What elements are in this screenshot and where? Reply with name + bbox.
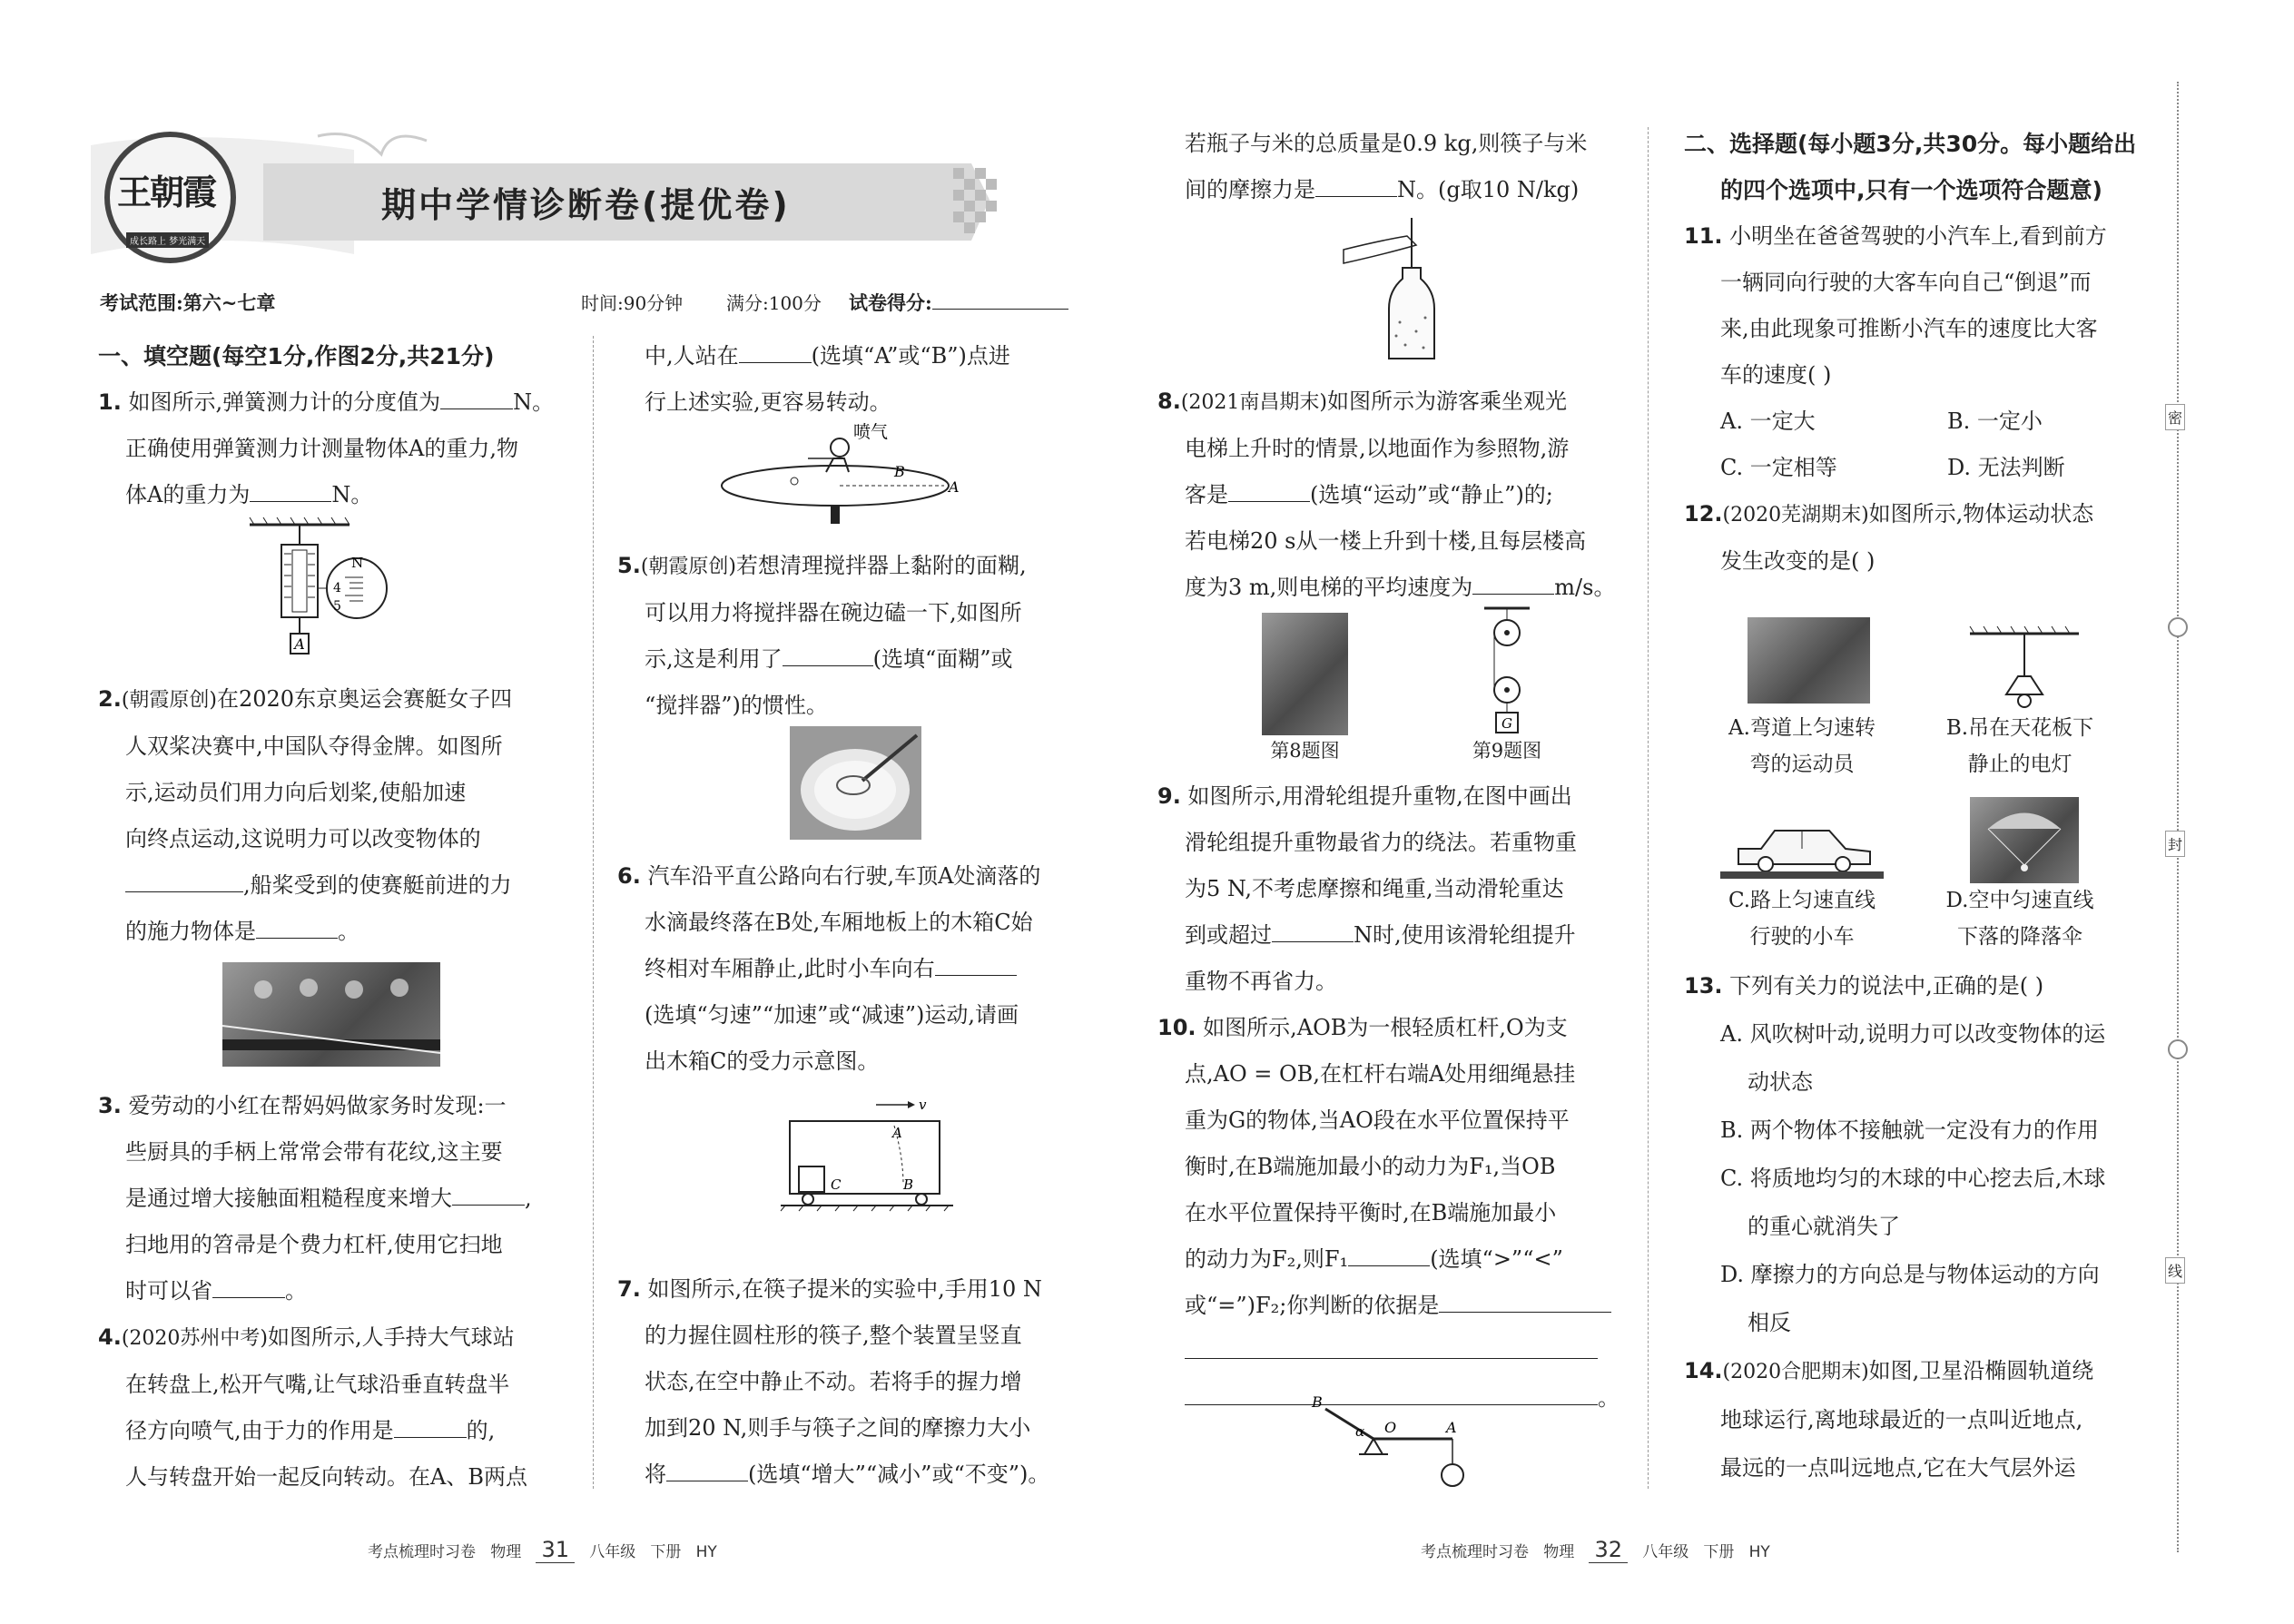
q13-line1 [1684,962,2156,1010]
q1-tick-4: 4 [333,581,341,595]
q3-line3 [98,1176,570,1222]
q12-line1 [1684,491,2156,538]
q13-option-a[interactable]: A. 风吹树叶动,说明力可以改变物体的运 [1720,1021,2106,1047]
q2-blank-2[interactable] [256,918,338,939]
footer-right-book: 考点梳理时习卷 [1421,1543,1529,1561]
q6-text: 汽车沿平直公路向右行驶,车顶A处滴落的 [647,863,1041,889]
q11-line4: 车的速度( ) [1720,362,1832,388]
column-4-q13 [1684,962,2156,1492]
footer-right-volume: 下册 [1703,1543,1735,1561]
binding-hole-1 [2168,617,2188,637]
q1-line1 [98,379,570,426]
q4-text: 径方向喷气,由于力的作用是 [125,1418,394,1443]
q10-line1 [1157,1005,1639,1051]
column-2-q6 [617,853,1089,1085]
q14-line1 [1684,1347,2156,1396]
q7-chopstick-bottle-figure [1344,213,1452,368]
q3-text: 时可以省 [125,1278,212,1304]
q10-blank-2[interactable] [1439,1292,1611,1313]
q2-line4: 向终点运动,这说明力可以改变物体的 [125,826,481,851]
q2-text: ,船桨受到的使赛艇前进的力 [243,872,512,898]
q10-text: 或“=”)F₂;你判断的依据是 [1185,1293,1440,1318]
q6-blank-1[interactable] [935,955,1017,976]
q6-car-box-figure [776,1094,958,1212]
q6-line5: 出木箱C的受力示意图。 [645,1048,880,1074]
column-2-q7 [617,1266,1089,1498]
q5-line3 [617,636,1089,683]
q14-source-tag: (2020合肥期末) [1722,1361,1869,1383]
q7-blank-2[interactable] [1315,176,1397,197]
q3-blank-1[interactable] [452,1185,525,1206]
binding-hole-2 [2168,1039,2188,1059]
q9-line4 [1157,912,1639,959]
q7-line4: 加到20 N,则手与筷子之间的摩擦力大小 [645,1415,1031,1441]
q9-text: N时,使用该滑轮组提升 [1354,922,1576,948]
q1-tick-5: 5 [333,599,341,614]
footer-left-page-number: 31 [536,1537,575,1563]
q14-text: 如图,卫星沿椭圆轨道绕 [1868,1358,2094,1383]
q1-text: 体A的重力为 [125,482,251,507]
q10-line3: 重为G的物体,当AO段在水平位置保持平 [1185,1107,1570,1133]
column-1-q3 [98,1083,570,1501]
score-blank[interactable] [932,289,1068,310]
header-banner [82,127,1080,263]
q7-text: N。(g取10 N/kg) [1397,177,1580,202]
q12-option-d-line2: 下落的降落伞 [1957,925,2082,949]
q8-text: 度为3 m,则电梯的平均速度为 [1185,575,1473,600]
q9-text: 如图所示,用滑轮组提升重物,在图中画出 [1187,783,1572,809]
q5-source-tag: (朝霞原创) [640,556,736,578]
q3-text: 爱劳动的小红在帮妈妈做家务时发现:一 [128,1093,507,1118]
q8-source-tag: (2021南昌期末) [1180,391,1327,414]
column-1-q2 [98,676,570,955]
q7-cont-line1: 若瓶子与米的总质量是0.9 kg,则筷子与米 [1185,131,1588,156]
footer-right [1421,1537,1770,1562]
q8-line1 [1157,379,1639,426]
q2-number: 2. [98,686,122,712]
q12-car-figure [1720,808,1884,881]
q6-line4: (选填“匀速”“加速”或“减速”)运动,请画 [645,1002,1019,1028]
q4-text: 中,人站在 [645,343,739,369]
q2-blank-1[interactable] [125,871,243,892]
q14-line2: 地球运行,离地球最近的一点叫近地点, [1720,1407,2083,1432]
q6-label-C: C [831,1176,842,1193]
q3-line2: 些厨具的手柄上常常会带有花纹,这主要 [125,1139,503,1165]
q7-line5 [617,1452,1089,1498]
q3-text: 。 [285,1278,307,1304]
q13-option-b[interactable]: B. 两个物体不接触就一定没有力的作用 [1720,1117,2099,1143]
q10-label-B: B [1312,1393,1323,1411]
q8-blank-2[interactable] [1472,574,1554,595]
q11-option-c[interactable]: C. 一定相等 [1720,455,1837,480]
q8-caption: 第8题图 [1270,740,1340,762]
q5-line2: 可以用力将搅拌器在碗边磕一下,如图所 [645,600,1022,625]
logo-slogan: 成长路上 梦光满天 [126,232,209,248]
q9-line2: 滑轮组提升重物最省力的绕法。若重物重 [1185,830,1577,855]
q13-text: 下列有关力的说法中,正确的是( ) [1729,973,2044,999]
column-2-top [617,333,1089,426]
q3-blank-2[interactable] [212,1277,285,1298]
q6-text: 终相对车厢静止,此时小车向右 [645,956,935,981]
q3-line4: 扫地用的笤帚是个费力杠杆,使用它扫地 [125,1232,503,1257]
binding-line [2177,82,2179,1552]
page-title: 期中学情诊断卷(提优卷) [381,185,791,225]
q9-pulley-figure [1480,604,1534,740]
q8-line3 [1157,472,1639,518]
q3-line5 [98,1268,570,1314]
q10-text: 。 [1598,1385,1620,1411]
q3-number: 3. [98,1093,122,1118]
q7-line3: 状态,在空中静止不动。若将手的握力增 [645,1369,1022,1394]
q12-number: 12. [1684,501,1723,527]
q7-line2: 的力握住圆柱形的筷子,整个装置呈竖直 [645,1323,1022,1348]
q11-line1 [1684,213,2156,260]
q13-option-c-cont: 的重心就消失了 [1748,1214,1900,1239]
footer-left-edition: HY [695,1543,717,1561]
q10-blank-1[interactable] [1348,1245,1430,1266]
footer-left-grade: 八年级 [589,1543,636,1561]
q4-label-A: A [949,478,960,496]
footer-left [368,1537,717,1562]
q13-number: 13. [1684,973,1723,999]
binding-mark-2: 封 [2165,831,2185,857]
q4-label-jet: 喷气 [853,422,889,442]
q4-text: 的, [466,1418,496,1443]
q11-number: 11. [1684,223,1723,249]
q12-option-b-line2: 静止的电灯 [1967,753,2072,776]
section1-title: 一、填空题(每空1分,作图2分,共21分) [98,343,495,369]
q1-line2: 正确使用弹簧测力计测量物体A的重力,物 [125,436,518,461]
q7-line1 [617,1266,1089,1313]
q7-text: 如图所示,在筷子提米的实验中,手用10 N [647,1276,1042,1302]
q12-option-a-line2: 弯的运动员 [1749,753,1855,776]
footer-right-edition: HY [1748,1543,1770,1561]
q5-whisk-photo [790,726,921,840]
q4-label-B: B [894,463,905,480]
q11-options-row1 [1684,399,2156,445]
q12-option-d[interactable] [1929,882,2111,955]
q11-text: 小明坐在爸爸驾驶的小汽车上,看到前方 [1729,223,2107,249]
q5-text: 示,这是利用了 [645,646,783,672]
exam-full-score: 满分:100分 [726,292,822,314]
q13-option-d[interactable]: D. 摩擦力的方向总是与物体运动的方向 [1720,1262,2100,1287]
q5-line4: “搅拌器”)的惯性。 [645,693,828,718]
q8-number: 8. [1157,389,1181,414]
q8-blank-1[interactable] [1228,481,1310,502]
q2-text: 在2020东京奥运会赛艇女子四 [217,686,513,712]
q8-elevator-photo [1262,613,1348,735]
q7-cont-line2 [1185,167,1639,213]
q5-text: (选填“面糊”或 [872,646,1013,672]
q10-line7 [1157,1283,1639,1329]
q12-option-b[interactable] [1929,710,2111,782]
q6-label-v: v [919,1097,927,1113]
q4-line3 [98,1408,570,1454]
column-3-top [1185,121,1639,213]
q1-label-A: A [294,635,305,653]
q10-line4: 衡时,在B端施加最小的动力为F₁,当OB [1185,1154,1556,1179]
q11-option-d[interactable]: D. 无法判断 [1947,455,2065,480]
q5-line1 [617,543,1089,590]
q10-lever-figure [1312,1389,1475,1489]
q12-option-d-line1: D.空中匀速直线 [1945,889,2094,912]
q1-blank-2[interactable] [250,481,331,502]
q8-text: (选填“运动”或“静止”)的; [1310,482,1553,507]
q4-text: (选填“A”或“B”)点进 [811,343,1010,369]
q1-text: 如图所示,弹簧测力计的分度值为 [128,389,441,415]
q9-label-G: G [1501,715,1512,732]
q2-text: 的施力物体是 [125,919,256,944]
score-label-text: 试卷得分: [849,291,932,314]
q6-line1 [617,853,1089,900]
q1-line3 [98,472,570,518]
q10-line2: 点,AO = OB,在杠杆右端A处用细绳悬挂 [1185,1061,1576,1087]
q4-turntable-figure [717,418,960,527]
q6-line3 [617,946,1089,992]
q4-line2: 在转盘上,松开气嘴,让气球沿垂直转盘半 [125,1372,510,1397]
q9-line3: 为5 N,不考虑摩擦和绳重,当动滑轮重达 [1185,876,1564,901]
q9-line1 [1157,773,1639,820]
footer-right-page-number: 32 [1589,1537,1628,1563]
q11-option-a[interactable]: A. 一定大 [1720,408,1816,434]
column-4 [1684,121,2156,585]
score-label [849,289,1068,316]
q12-option-a-line1: A.弯道上匀速转 [1728,716,1876,740]
q10-line5: 在水平位置保持平衡时,在B端施加最小 [1185,1200,1557,1225]
q1-text: N。 [513,389,555,415]
q11-line3: 来,由此现象可推断小汽车的速度比大客 [1720,316,2098,341]
q2-line3: 示,运动员们用力向后划桨,使船加速 [125,780,467,805]
q5-number: 5. [617,553,641,578]
column-1 [98,333,570,518]
q10-label-O: O [1384,1419,1397,1436]
q12-line2: 发生改变的是( ) [1720,548,1876,574]
q4-blank-1[interactable] [394,1417,467,1438]
q5-blank-1[interactable] [783,645,873,666]
q12-parachute-photo [1970,797,2079,883]
q10-text: (选填“>”“<” [1430,1246,1563,1272]
q7-number: 7. [617,1276,641,1302]
q1-spring-scale-figure [250,517,395,663]
column-divider-1 [593,336,594,1489]
column-3-q9 [1157,773,1639,1422]
q9-text: 到或超过 [1185,922,1272,948]
column-3-q8 [1157,379,1639,611]
q7-text: 将 [645,1462,666,1487]
q3-text: , [525,1186,532,1211]
q12-lamp-figure [1965,626,2083,717]
q14-line3: 最远的一点叫远地点,它在大气层外运 [1720,1455,2076,1481]
q11-options-row2 [1684,445,2156,491]
q13-option-c[interactable]: C. 将质地均匀的木球的中心挖去后,木球 [1720,1166,2106,1191]
q7-text: (选填“增大”“减小”或“不变”)。 [748,1462,1050,1487]
section2-title-line2: 的四个选项中,只有一个选项符合题意) [1720,177,2102,203]
q10-text: 如图所示,AOB为一根轻质杠杆,O为支 [1203,1015,1568,1040]
footer-right-grade: 八年级 [1642,1543,1689,1561]
q8-text: 如图所示为游客乘坐观光 [1326,389,1567,414]
footer-left-volume: 下册 [650,1543,682,1561]
q6-label-B: B [903,1176,914,1193]
binding-mark-3: 线 [2165,1257,2185,1284]
q2-line2: 人双桨决赛中,中国队夺得金牌。如图所 [125,733,503,759]
q10-text: 的动力为F₂,则F₁ [1185,1246,1349,1272]
q1-number: 1. [98,389,122,415]
footer-left-subject: 物理 [490,1543,522,1561]
q2-line5 [98,862,570,909]
q10-label-alpha: α [1355,1423,1365,1440]
q8-line2: 电梯上升时的情景,以地面作为参照物,游 [1185,436,1570,461]
q12-skater-photo [1748,617,1870,704]
q4-line4: 人与转盘开始一起反向转动。在A、B两点 [125,1464,527,1490]
section2-title-line1: 二、选择题(每小题3分,共30分。每小题给出 [1684,131,2137,157]
q12-option-c-line1: C.路上匀速直线 [1728,889,1876,912]
q4-line1 [98,1314,570,1362]
q6-label-A: A [892,1125,902,1141]
q9-number: 9. [1157,783,1181,809]
q3-text: 是通过增大接触面粗糙程度来增大 [125,1186,452,1211]
logo-text: 王朝霞 [117,172,216,212]
q12-option-a[interactable] [1711,710,1893,782]
q4-line5 [617,333,1089,379]
q6-line2: 水滴最终落在B处,车厢地板上的木箱C始 [645,910,1033,935]
q13-option-a-cont: 动状态 [1748,1069,1813,1095]
logo-seal [104,132,236,263]
q4-source-tag: (2020苏州中考) [121,1327,268,1350]
q11-line2: 一辆同向行驶的大客车向自己“倒退”而 [1720,270,2092,295]
q8-line4: 若电梯20 s从一楼上升到十楼,且每层楼高 [1185,528,1587,554]
q2-source-tag: (朝霞原创) [121,689,217,712]
q8-line5 [1157,565,1639,611]
q3-line1 [98,1083,570,1129]
q7-blank-1[interactable] [666,1461,748,1481]
q10-label-A: A [1446,1419,1457,1436]
q2-line6 [98,909,570,955]
q12-source-tag: (2020芜湖期末) [1722,504,1869,527]
q10-line6 [1157,1236,1639,1283]
q8-text: 客是 [1185,482,1228,507]
q10-line8 [1157,1329,1639,1375]
q7-text: 间的摩擦力是 [1185,177,1315,202]
column-2-q5 [617,543,1089,729]
q8-text: m/s。 [1554,575,1616,600]
q10-blank-3[interactable] [1185,1338,1598,1359]
q2-text: 。 [338,919,359,944]
q4-blank-2[interactable] [739,342,812,363]
binding-mark-1: 密 [2165,404,2185,430]
q2-line1 [98,676,570,723]
q4-text: 如图所示,人手持大气球站 [267,1324,515,1350]
q2-rowing-photo [222,962,440,1067]
q9-caption: 第9题图 [1472,740,1542,762]
q1-blank-1[interactable] [440,389,513,409]
q13-option-d-cont: 相反 [1748,1310,1791,1335]
footer-left-book: 考点梳理时习卷 [368,1543,476,1561]
q9-blank-1[interactable] [1272,921,1354,942]
exam-range: 考试范围:第六~七章 [100,291,276,314]
column-divider-2 [1648,127,1649,1489]
q12-option-c-line2: 行驶的小车 [1749,925,1855,949]
q1-text: N。 [331,482,373,507]
q1-label-N: N [351,555,364,571]
q14-number: 14. [1684,1358,1723,1383]
q12-option-b-line1: B.吊在天花板下 [1945,716,2094,740]
exam-time: 时间:90分钟 [581,292,684,314]
q4-line6: 行上述实验,更容易转动。 [645,389,891,415]
footer-right-subject: 物理 [1543,1543,1575,1561]
q12-text: 如图所示,物体运动状态 [1868,501,2094,527]
q6-number: 6. [617,863,641,889]
q9-line5: 重物不再省力。 [1185,969,1337,994]
q11-option-b[interactable]: B. 一定小 [1947,408,2043,434]
q4-number: 4. [98,1324,122,1350]
q5-text: 若想清理搅拌器上黏附的面糊, [736,553,1027,578]
q12-option-c[interactable] [1711,882,1893,955]
q10-number: 10. [1157,1015,1196,1040]
